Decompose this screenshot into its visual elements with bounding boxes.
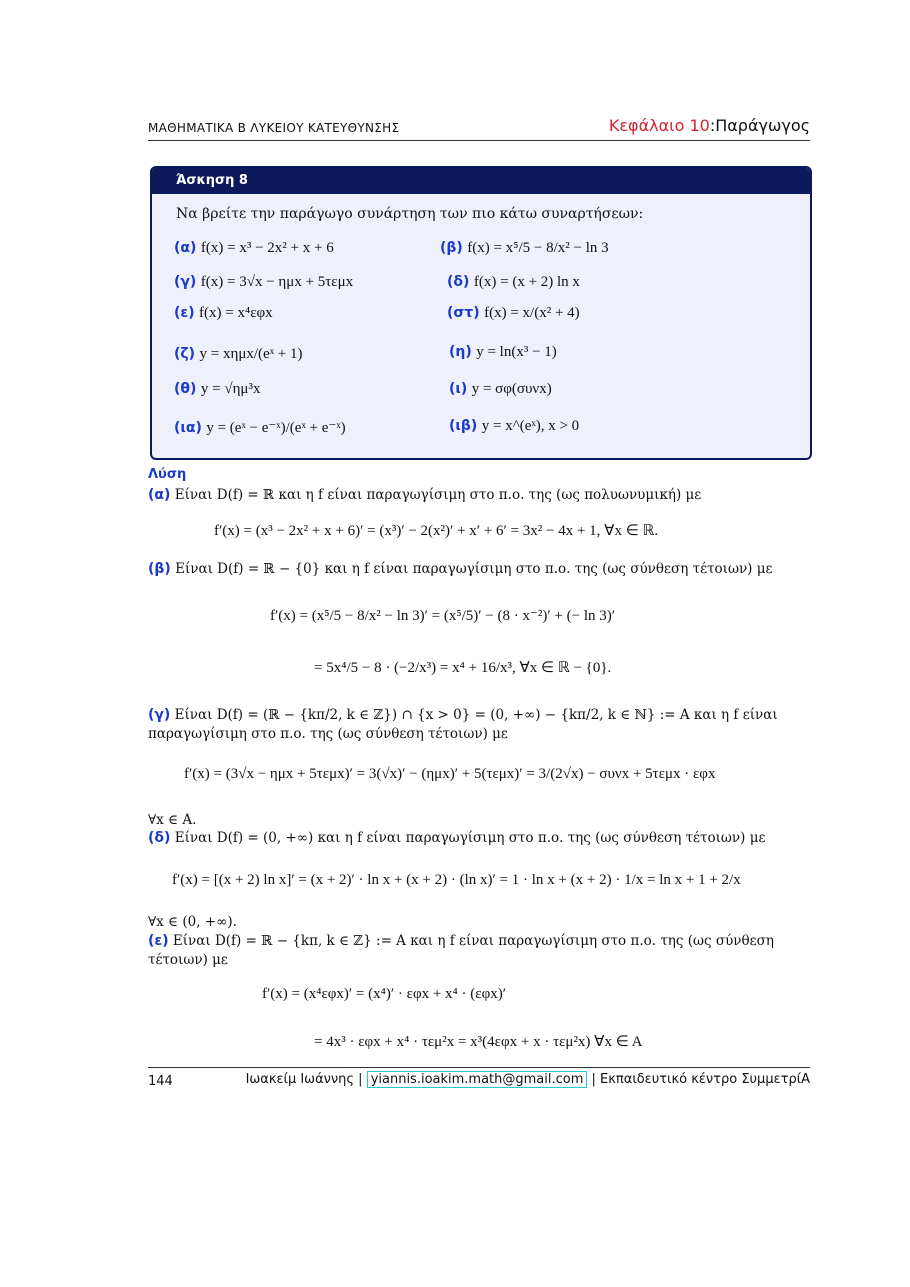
solution-d-text: (δ) Είναι D(f) = (0, +∞) και η f είναι παραγωγίσιμη στο π.ο. της (ως σύνθεση τέτοιων) με (148, 830, 766, 846)
exercise-title: Άσκηση 8 (152, 168, 810, 194)
page-header (148, 118, 810, 141)
page-number: 144 (148, 1074, 173, 1089)
solution-d-equation: f′(x) = [(x + 2) ln x]′ = (x + 2)′ · ln x + (x + 2) · (ln x)′ = 1 · ln x + (x + 2) · 1/x = ln x + 1 + 2/x (172, 872, 741, 888)
solution-b-text: (β) Είναι D(f) = ℝ − {0} και η f είναι παραγωγίσιμη στο π.ο. της (ως σύνθεση τέτοιων) με (148, 561, 773, 577)
exercise-item-a: (α) f(x) = x³ − 2x² + x + 6 (174, 240, 334, 256)
exercise-item-h: (η) y = ln(x³ − 1) (449, 344, 557, 360)
exercise-item-d: (δ) f(x) = (x + 2) ln x (447, 274, 580, 290)
solution-b-equation-2: = 5x⁴/5 − 8 · (−2/x³) = x⁴ + 16/x³, ∀x ∈ ℝ − {0}. (314, 660, 612, 676)
exercise-item-st: (στ) f(x) = x/(x² + 4) (447, 305, 580, 321)
solution-a-text: (α) Είναι D(f) = ℝ και η f είναι παραγωγίσιμη στο π.ο. της (ως πολυωνυμική) με (148, 487, 702, 503)
email-link[interactable]: yiannis.ioakim.math@gmail.com (367, 1071, 588, 1088)
exercise-item-ia: (ια) y = (eˣ − e⁻ˣ)/(eˣ + e⁻ˣ) (174, 420, 346, 436)
solution-b-equation-1: f′(x) = (x⁵/5 − 8/x² − ln 3)′ = (x⁵/5)′ − (8 · x⁻²)′ + (− ln 3)′ (270, 608, 616, 624)
exercise-item-z: (ζ) y = xημx/(eˣ + 1) (174, 346, 303, 362)
footer-credits: Ιωακείμ Ιωάννης | yiannis.ioakim.math@gmail.com | Εκπαιδευτικό κέντρο ΣυμμετρίΑ (245, 1072, 810, 1087)
solution-e-text: (ε) Είναι D(f) = ℝ − {kπ, k ∈ ℤ} := A και η f είναι παραγωγίσιμη στο π.ο. της (ως σύνθεση τέτοιων) με (148, 933, 774, 968)
solution-e-equation-1: f′(x) = (x⁴εφx)′ = (x⁴)′ · εφx + x⁴ · (εφx)′ (262, 986, 507, 1002)
exercise-item-e: (ε) f(x) = x⁴εφx (174, 305, 273, 321)
book-title: ΜΑΘΗΜΑΤΙΚΑ Β ΛΥΚΕΙΟΥ ΚΑΤΕΥΘΥΝΣΗΣ (148, 121, 400, 135)
page-footer (148, 1067, 810, 1094)
exercise-item-ib: (ιβ) y = x^(eˣ), x > 0 (449, 418, 580, 434)
exercise-intro: Να βρείτε την παράγωγο συνάρτηση των πιο κάτω συναρτήσεων: (176, 206, 644, 222)
solution-a-equation: f′(x) = (x³ − 2x² + x + 6)′ = (x³)′ − 2(x²)′ + x′ + 6′ = 3x² − 4x + 1, ∀x ∈ ℝ. (214, 523, 659, 539)
chapter-title: Κεφάλαιο 10:Παράγωγος (608, 116, 810, 135)
solution-title: Λύση (148, 467, 187, 482)
solution-c-domain: ∀x ∈ A. (148, 812, 197, 828)
exercise-item-c: (γ) f(x) = 3√x − ημx + 5τεμx (174, 274, 354, 290)
solution-e-equation-2: = 4x³ · εφx + x⁴ · τεμ²x = x³(4εφx + x · τεμ²x) ∀x ∈ A (314, 1034, 643, 1050)
exercise-item-i: (ι) y = σφ(συνx) (449, 381, 552, 397)
exercise-box (150, 166, 812, 460)
exercise-item-b: (β) f(x) = x⁵/5 − 8/x² − ln 3 (440, 240, 609, 256)
solution-d-domain: ∀x ∈ (0, +∞). (148, 914, 237, 930)
exercise-item-th: (θ) y = √ημ³x (174, 381, 261, 397)
solution-c-text: (γ) Είναι D(f) = (ℝ − {kπ/2, k ∈ ℤ}) ∩ {x > 0} = (0, +∞) − {kπ/2, k ∈ ℕ} := A και η f είναι παραγωγίσιμη στο π.ο. της (ως σύνθεση τέτοιων) με (148, 707, 778, 742)
solution-c-equation: f′(x) = (3√x − ημx + 5τεμx)′ = 3(√x)′ − (ημx)′ + 5(τεμx)′ = 3/(2√x) − συνx + 5τεμx · εφx (184, 766, 716, 782)
